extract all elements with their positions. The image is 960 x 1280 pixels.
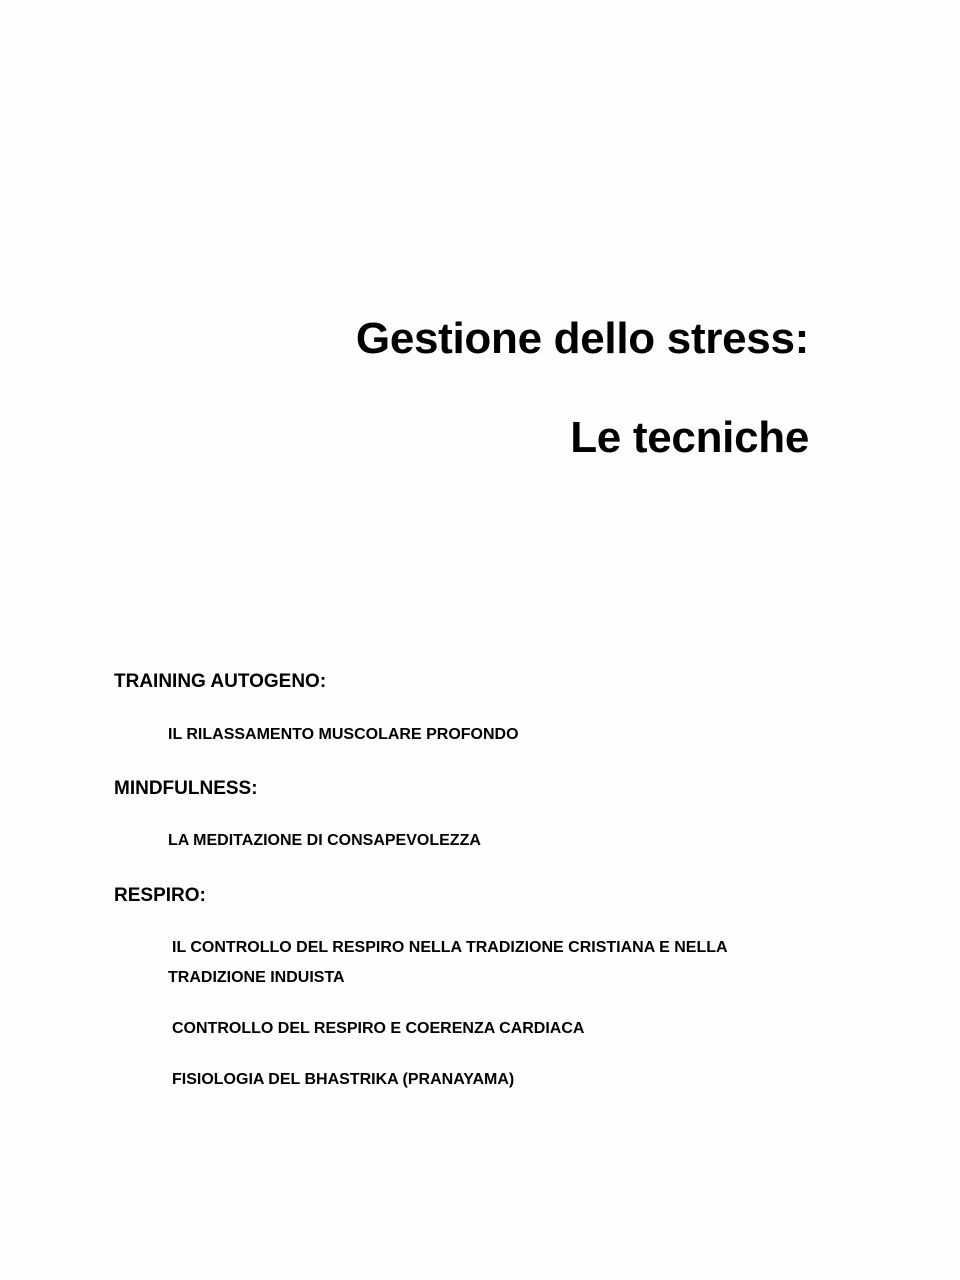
section-item-controllo-tradizione-line-2: TRADIZIONE INDUISTA (168, 969, 345, 986)
section-item-controllo-tradizione-line-1: IL CONTROLLO DEL RESPIRO NELLA TRADIZIONE CRISTIANA E NELLA (172, 939, 728, 956)
section-item-rilassamento: IL RILASSAMENTO MUSCOLARE PROFONDO (168, 726, 519, 743)
section-heading-respiro: RESPIRO: (114, 885, 206, 906)
section-heading-mindfulness: MINDFULNESS: (114, 778, 258, 799)
section-item-bhastrika: FISIOLOGIA DEL BHASTRIKA (PRANAYAMA) (172, 1071, 515, 1088)
section-heading-training-autogeno: TRAINING AUTOGENO: (114, 671, 327, 692)
page-title-line-2: Le tecniche (570, 413, 809, 462)
section-item-meditazione: LA MEDITAZIONE DI CONSAPEVOLEZZA (168, 832, 481, 849)
section-item-coerenza-cardiaca: CONTROLLO DEL RESPIRO E COERENZA CARDIACA (172, 1020, 585, 1037)
page-title-line-1: Gestione dello stress: (355, 314, 809, 363)
